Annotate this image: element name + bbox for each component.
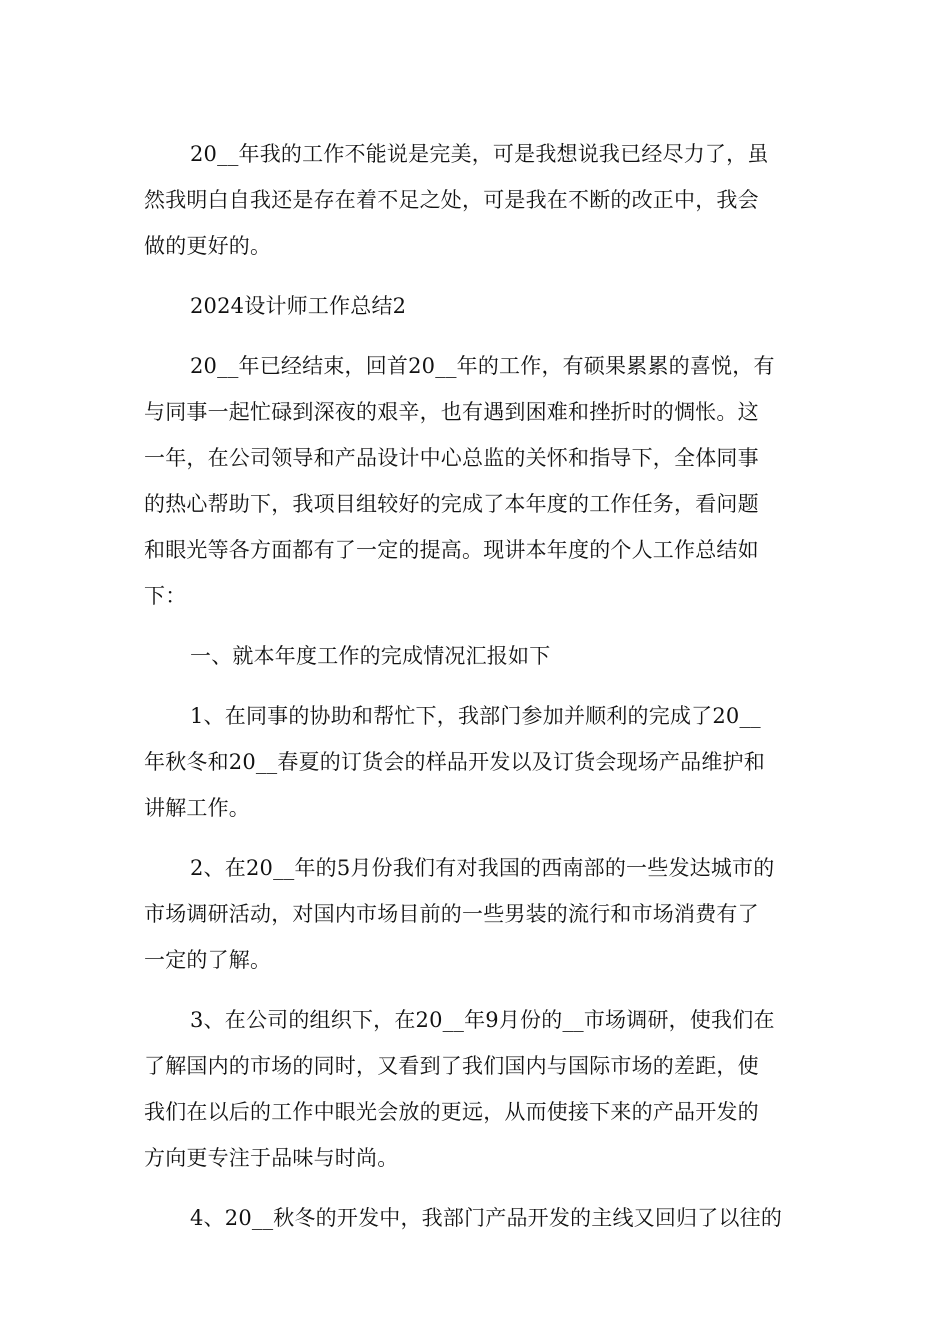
text-line: 3、在公司的组织下，在20__年9月份的__市场调研，使我们在 <box>190 1008 775 1032</box>
text-line: 讲解工作。 <box>144 796 250 820</box>
text-line: 做的更好的。 <box>144 234 272 258</box>
text-line: 一定的了解。 <box>144 948 272 972</box>
text-line: 一年，在公司领导和产品设计中心总监的关怀和指导下，全体同事 <box>144 446 759 470</box>
text-line: 了解国内的市场的同时，又看到了我们国内与国际市场的差距，使 <box>144 1054 759 1078</box>
text-line: 年秋冬和20__春夏的订货会的样品开发以及订货会现场产品维护和 <box>144 750 765 774</box>
text-line: 2、在20__年的5月份我们有对我国的西南部的一些发达城市的 <box>190 856 775 880</box>
text-line: 我们在以后的工作中眼光会放的更远，从而使接下来的产品开发的 <box>144 1100 759 1124</box>
text-line: 和眼光等各方面都有了一定的提高。现讲本年度的个人工作总结如 <box>144 538 759 562</box>
text-line: 方向更专注于品味与时尚。 <box>144 1146 399 1170</box>
heading-text: 一、就本年度工作的完成情况汇报如下 <box>190 644 551 668</box>
list-item-1 <box>144 693 810 831</box>
text-line: 20__年已经结束，回首20__年的工作，有硕果累累的喜悦，有 <box>190 354 775 378</box>
list-item-2 <box>144 845 810 983</box>
text-line: 20__年我的工作不能说是完美，可是我想说我已经尽力了，虽 <box>190 142 769 166</box>
text-line: 与同事一起忙碌到深夜的艰辛，也有遇到困难和挫折时的惆怅。这 <box>144 400 759 424</box>
text-line: 的热心帮助下，我项目组较好的完成了本年度的工作任务，看问题 <box>144 492 759 516</box>
text-line: 4、20__秋冬的开发中，我部门产品开发的主线又回归了以往的 <box>190 1206 783 1230</box>
text-line: 下： <box>144 584 187 608</box>
document-body <box>144 131 810 1241</box>
paragraph-intro <box>144 343 810 619</box>
list-item-3 <box>144 997 810 1181</box>
heading-text: 2024设计师工作总结2 <box>190 294 407 318</box>
text-line: 然我明白自我还是存在着不足之处，可是我在不断的改正中，我会 <box>144 188 759 212</box>
list-item-4 <box>144 1195 810 1241</box>
text-line: 1、在同事的协助和帮忙下，我部门参加并顺利的完成了20__ <box>190 704 761 728</box>
text-line: 市场调研活动，对国内市场目前的一些男装的流行和市场消费有了 <box>144 902 759 926</box>
paragraph-closing-remarks <box>144 131 810 269</box>
subsection-heading <box>144 633 810 679</box>
section-heading <box>144 283 810 329</box>
